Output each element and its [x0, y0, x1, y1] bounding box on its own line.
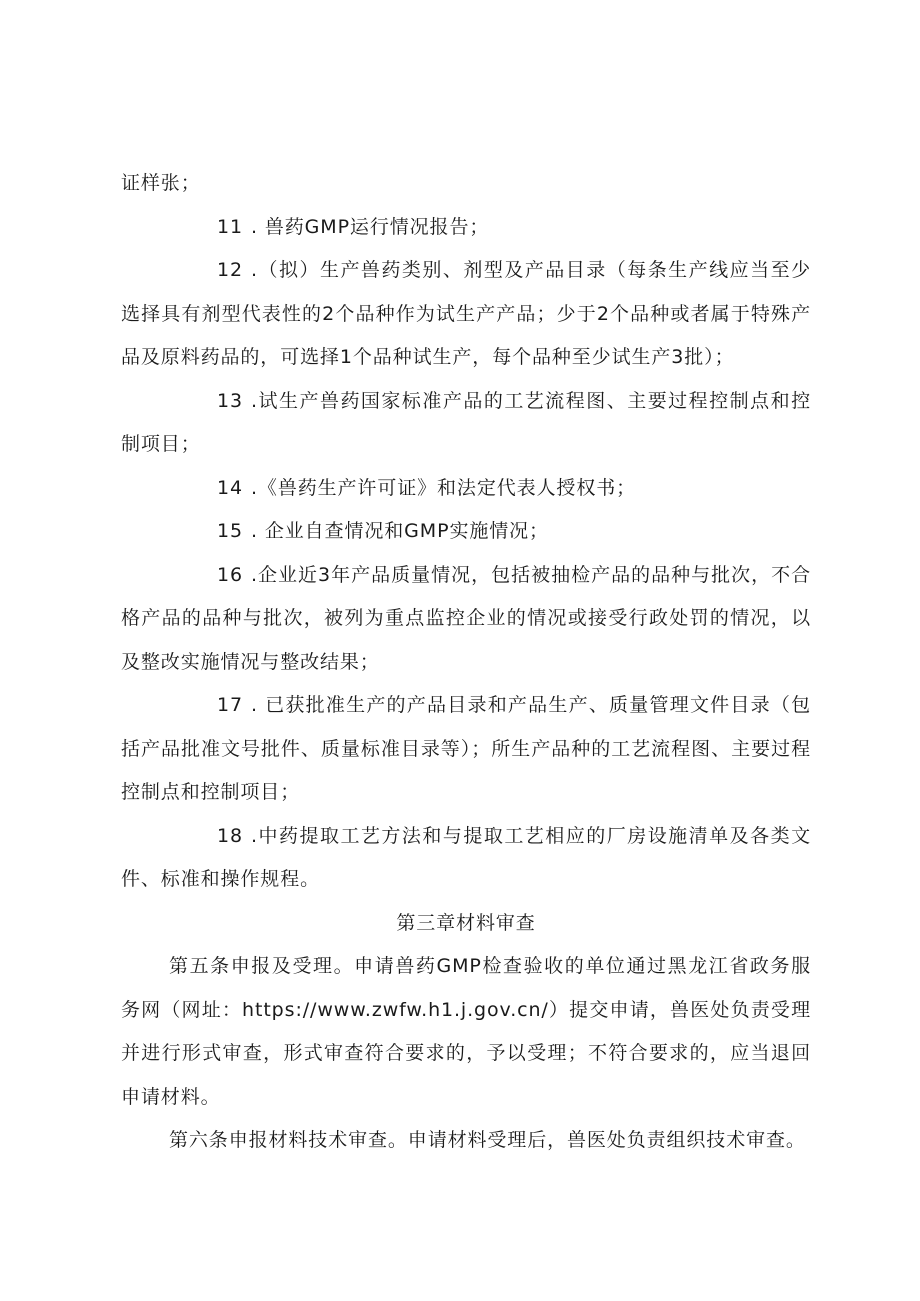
list-item-15	[121, 510, 811, 554]
document-body	[121, 162, 811, 1163]
list-item-13	[121, 380, 811, 467]
item-text: .试生产兽药国家标准产品的工艺流程图、主要过程控制点和控制项目；	[121, 389, 811, 455]
item-text: .《兽药生产许可证》和法定代表人授权书；	[250, 476, 637, 499]
item-text: . 企业自查情况和GMP实施情况；	[250, 520, 549, 542]
item-number: 17	[217, 694, 243, 716]
item-number: 14	[217, 476, 243, 499]
item-text: .（拟）生产兽药类别、剂型及产品目录（每条生产线应当至少选择具有剂型代表性的2个品种作为试生产产品；少于2个品种或者属于特殊产品及原料药品的，可选择1个品种试生产，每个品种至少试生产3批）；	[121, 259, 811, 368]
chapter-heading: 第三章材料审查	[396, 911, 536, 934]
item-text: .企业近3年产品质量情况，包括被抽检产品的品种与批次，不合格产品的品种与批次，被列为重点监控企业的情况或接受行政处罚的情况，以及整改实施情况与整改结果；	[121, 563, 811, 673]
continuation-line	[121, 162, 811, 206]
item-text: . 兽药GMP运行情况报告；	[250, 215, 490, 238]
list-item-16	[121, 554, 811, 685]
item-number: 13	[217, 389, 243, 412]
list-item-14	[121, 467, 811, 511]
item-text: .中药提取工艺方法和与提取工艺相应的厂房设施清单及各类文件、标准和操作规程。	[121, 824, 811, 890]
item-number: 18	[217, 824, 243, 847]
item-number: 11	[217, 215, 243, 238]
article-6: 第六条申报材料技术审查。申请材料受理后，兽医处负责组织技术审查。	[169, 1129, 806, 1151]
list-item-11	[121, 206, 811, 250]
continuation-text: 证样张；	[121, 172, 201, 194]
item-number: 12	[217, 259, 243, 281]
list-item-12	[121, 249, 811, 380]
item-number: 15	[217, 520, 243, 542]
list-item-17	[121, 684, 811, 815]
list-item-18	[121, 815, 811, 902]
article-5: 第五条申报及受理。申请兽药GMP检查验收的单位通过黑龙江省政务服务网（网址：https://www.zwfw.h1.j.gov.cn/）提交申请，兽医处负责受理并进行形式审查，形式审查符合要求的，予以受理；不符合要求的，应当退回申请材料。	[121, 955, 811, 1108]
item-text: . 已获批准生产的产品目录和产品生产、质量管理文件目录（包括产品批准文号批件、质量标准目录等）；所生产品种的工艺流程图、主要过程控制点和控制项目；	[121, 694, 811, 803]
item-number: 16	[217, 563, 243, 586]
